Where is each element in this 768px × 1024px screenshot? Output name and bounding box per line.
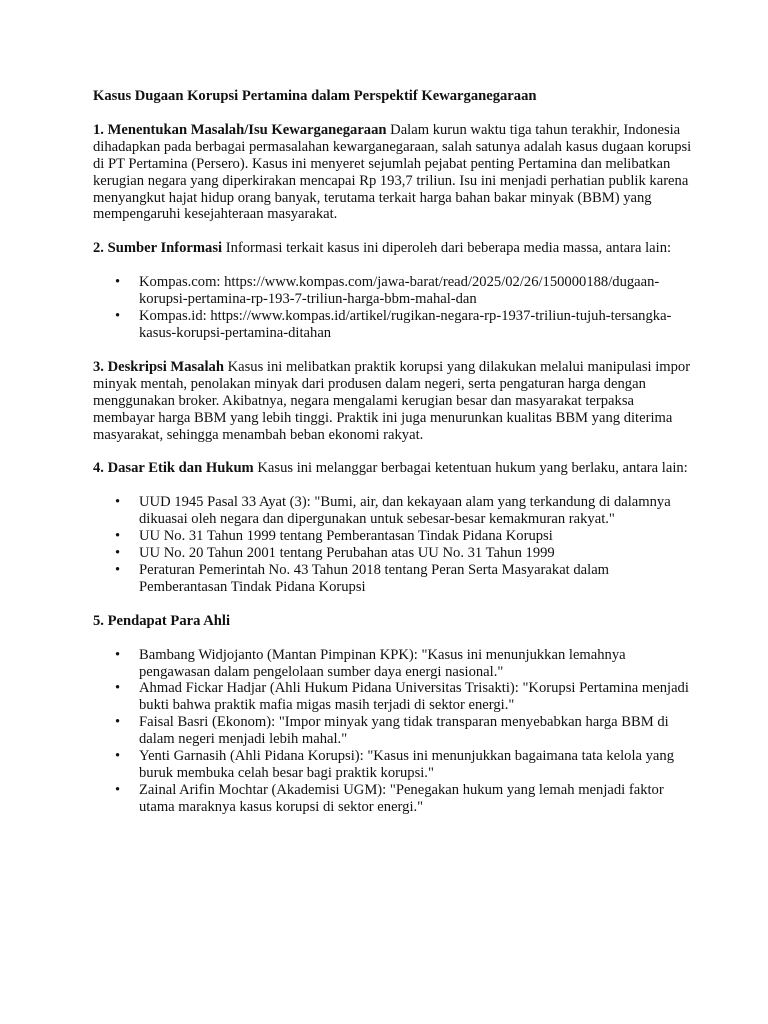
document-title: Kasus Dugaan Korupsi Pertamina dalam Perspektif Kewarganegaraan: [93, 88, 537, 104]
section-heading: 2. Sumber Informasi: [93, 240, 223, 257]
bullet-icon: •: [115, 528, 121, 545]
bullet-icon: •: [115, 714, 121, 731]
list-item-text: Peraturan Pemerintah No. 43 Tahun 2018 tentang Peran Serta Masyarakat dalam Pemberantasan Tindak Pidana Korupsi: [139, 561, 610, 595]
bullet-icon: •: [115, 561, 121, 578]
list-item: [93, 528, 693, 545]
section-text: Kasus ini melibatkan praktik korupsi yang dilakukan melalui manipulasi impor minyak mentah, penolakan minyak dari produsen dalam negeri, serta pengaturan harga dengan menggunakan broker. Akibatnya, negara mengalami kerugian besar dan masyarakat terpaksa membayar harga BBM yang lebih tinggi. Praktik ini juga menurunkan kualitas BBM yang diterima masyarakat, sehingga menambah beban ekonomi rakyat.: [93, 358, 691, 443]
list-item-text: Zainal Arifin Mochtar (Akademisi UGM): "Penegakan hukum yang lemah menjadi faktor utama maraknya kasus korupsi di sektor energi.": [139, 781, 664, 815]
bullet-icon: •: [115, 646, 121, 663]
bullet-icon: •: [115, 781, 121, 798]
list-item: [93, 274, 693, 308]
section-dasar-etik-hukum: [93, 460, 693, 595]
bullet-icon: •: [115, 308, 121, 325]
section-paragraph: [93, 122, 693, 223]
law-list: [93, 494, 693, 595]
list-item: [93, 714, 693, 748]
section-paragraph: [93, 359, 693, 444]
section-paragraph: [93, 613, 693, 630]
list-item-text: Faisal Basri (Ekonom): "Impor minyak yang tidak transparan menyebabkan harga BBM di dalam negeri menjadi lebih mahal.": [139, 714, 669, 748]
list-item-text: Kompas.id: https://www.kompas.id/artikel/rugikan-negara-rp-1937-triliun-tujuh-tersangka-kasus-korupsi-pertamina-ditahan: [139, 308, 672, 341]
section-text: Dalam kurun waktu tiga tahun terakhir, Indonesia dihadapkan pada berbagai permasalahan kewarganegaraan, salah satunya adalah kasus dugaan korupsi di PT Pertamina (Persero). Kasus ini menyeret sejumlah pejabat penting Pertamina dan melibatkan kerugian negara yang diperkirakan mencapai Rp 193,7 triliun. Isu ini menjadi perhatian publik karena menyangkut hajat hidup orang banyak, terutama terkait harga bahan bakar minyak (BBM) yang mempengaruhi kesejahteraan masyarakat.: [93, 121, 692, 223]
section-text: Kasus ini melanggar berbagai ketentuan hukum yang berlaku, antara lain:: [253, 460, 688, 477]
list-item-text: UUD 1945 Pasal 33 Ayat (3): "Bumi, air, dan kekayaan alam yang terkandung di dalamnya dikuasai oleh negara dan dipergunakan untuk sebesar-besar kemakmuran rakyat.": [139, 494, 671, 528]
bullet-icon: •: [115, 274, 121, 291]
bullet-icon: •: [115, 748, 121, 765]
bullet-icon: •: [115, 545, 121, 562]
section-pendapat-ahli: [93, 613, 693, 816]
source-list: [93, 274, 693, 342]
list-item-text: Yenti Garnasih (Ahli Pidana Korupsi): "Kasus ini menunjukkan bagaimana tata kelola yang buruk membuka celah besar bagi praktik korupsi.": [139, 748, 675, 781]
bullet-icon: •: [115, 494, 121, 511]
list-item-text: UU No. 31 Tahun 1999 tentang Pemberantasan Tindak Pidana Korupsi: [139, 528, 553, 545]
section-heading: 5. Pendapat Para Ahli: [93, 612, 231, 629]
list-item: [93, 494, 693, 528]
list-item-text: Ahmad Fickar Hadjar (Ahli Hukum Pidana Universitas Trisakti): "Korupsi Pertamina menjadi bukti bahwa praktik mafia migas masih terjadi di sektor energi.": [139, 680, 689, 714]
list-item: [93, 647, 693, 681]
section-sumber-informasi: [93, 240, 693, 342]
list-item: [93, 562, 693, 596]
section-heading: 4. Dasar Etik dan Hukum: [93, 460, 254, 477]
list-item-text: UU No. 20 Tahun 2001 tentang Perubahan atas UU No. 31 Tahun 1999: [139, 545, 555, 562]
list-item-text: Kompas.com: https://www.kompas.com/jawa-barat/read/2025/02/26/150000188/dugaan-korupsi-pertamina-rp-193-7-triliun-harga-bbm-mahal-dan: [139, 274, 660, 308]
list-item: [93, 748, 693, 782]
section-paragraph: [93, 240, 693, 257]
section-heading: 3. Deskripsi Masalah: [93, 358, 224, 375]
document-page: [93, 88, 693, 833]
list-item-text: Bambang Widjojanto (Mantan Pimpinan KPK): "Kasus ini menunjukkan lemahnya pengawasan dalam pengelolaan sumber daya energi nasional.": [139, 646, 626, 680]
bullet-icon: •: [115, 680, 121, 697]
expert-opinion-list: [93, 647, 693, 816]
section-masalah: [93, 122, 693, 223]
list-item: [93, 545, 693, 562]
list-item: [93, 680, 693, 714]
section-text: Informasi terkait kasus ini diperoleh dari beberapa media massa, antara lain:: [222, 240, 672, 257]
list-item: [93, 782, 693, 816]
section-deskripsi-masalah: [93, 359, 693, 444]
section-heading: 1. Menentukan Masalah/Isu Kewarganegaraan: [93, 121, 387, 138]
section-paragraph: [93, 460, 693, 477]
list-item: [93, 308, 693, 342]
